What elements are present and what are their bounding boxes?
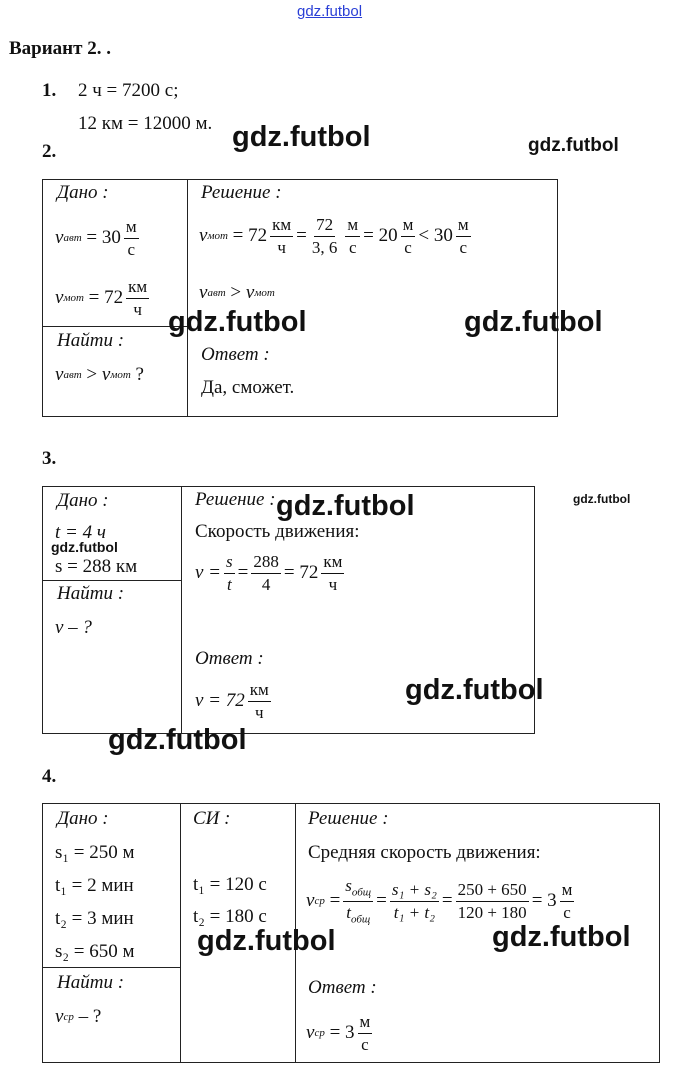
task2-given1-value: = 30 xyxy=(86,227,121,249)
unit-h: ч xyxy=(277,237,286,257)
task2-given-label: Дано : xyxy=(57,182,109,203)
task1-number: 1. xyxy=(42,80,57,101)
task4-answer-label: Ответ : xyxy=(308,977,377,998)
s-total: s xyxy=(345,876,352,895)
task2-solution-formula: v мот = 72 $\frac{км}{ч}$ = $\frac{72}{3, 6}$ $\frac{м}{с}$ = 20 $\frac{м}{с}$ < 30 $\frac{м}{с}$ xyxy=(199,215,469,257)
unit-m: м xyxy=(560,881,575,902)
unit-h: ч xyxy=(255,702,264,722)
task2-find-label: Найти : xyxy=(57,330,125,351)
task2-solution-line2: v авт > v мот xyxy=(199,282,275,303)
unit-m: м xyxy=(345,216,360,237)
unit-h: ч xyxy=(133,299,142,319)
task4-s2: s₂ = 650 м xyxy=(55,941,135,962)
task4-t2: t₂ = 3 мин xyxy=(55,908,134,929)
sub-total: общ xyxy=(351,886,372,899)
watermark: gdz.futbol xyxy=(51,539,118,555)
unit-m: м xyxy=(456,216,471,237)
task2-given2-value: = 72 xyxy=(88,287,124,309)
task4-solution-formula: v ср = $\frac{s_{общ}}{t_{общ}}$ = $\frac{\text{s₁ + s₂}}{\text{t₁ + t₂}}$ = $\frac{250 + 650}{120 + 180}$ = 3 $\frac{м}{с}$ xyxy=(306,876,573,926)
sub-cp: ср xyxy=(63,1011,74,1023)
unit-m: м xyxy=(358,1013,373,1034)
task4-solution-text: Средняя скорость движения: xyxy=(308,842,541,863)
unit-s: с xyxy=(348,237,357,257)
num-s: 250 + 650 xyxy=(456,881,529,902)
answer-res: = 3 xyxy=(329,1022,355,1044)
sum-s: s₁ + s₂ xyxy=(390,881,439,902)
task3-solution-label: Решение : xyxy=(195,489,276,510)
task4-number: 4. xyxy=(42,766,57,787)
watermark: gdz.futbol xyxy=(573,492,631,506)
task3-find-text: v – ? xyxy=(55,617,92,638)
task4-divider-1 xyxy=(180,803,181,1062)
unit-km: км xyxy=(321,553,344,574)
watermark: gdz.futbol xyxy=(108,724,247,756)
task1-line2: 12 км = 12000 м. xyxy=(78,113,213,134)
frac-288: 288 xyxy=(251,553,281,574)
eq: = xyxy=(441,890,453,912)
sub-total: общ xyxy=(350,913,371,926)
task2-number: 2. xyxy=(42,141,57,162)
task4-si-t2: t₂ = 180 с xyxy=(193,906,267,927)
num-t: 120 + 180 xyxy=(457,902,527,922)
unit-km: км xyxy=(248,681,271,702)
watermark: gdz.futbol xyxy=(528,135,619,156)
watermark: gdz.futbol xyxy=(492,921,631,953)
sol-d: < 30 xyxy=(418,225,453,247)
task4-si-label: СИ : xyxy=(193,808,231,829)
sol-b: = xyxy=(296,225,307,247)
task3-given2: s = 288 км xyxy=(55,556,138,577)
task4-t1: t₁ = 2 мин xyxy=(55,875,134,896)
frac-36: 3, 6 xyxy=(311,237,338,257)
result: = 72 xyxy=(283,562,319,584)
watermark: gdz.futbol xyxy=(405,674,544,706)
eq: = xyxy=(376,890,387,912)
task2-find-text: v авт > v мот ? xyxy=(55,364,144,385)
page-title: Вариант 2. . xyxy=(9,38,111,59)
task2-given-vavt: v авт = 30 $\frac{м}{с}$ xyxy=(55,217,137,259)
task2-answer-text: Да, сможет. xyxy=(201,377,295,398)
task4-solution-label: Решение : xyxy=(308,808,389,829)
unit-m: м xyxy=(124,218,139,239)
task2-divider xyxy=(187,179,188,416)
frac-s: s xyxy=(224,553,235,574)
sol-c: = 20 xyxy=(363,225,398,247)
watermark: gdz.futbol xyxy=(232,121,371,153)
unit-s: с xyxy=(361,1034,369,1054)
sub-cp: ср xyxy=(314,895,325,908)
task4-find-label: Найти : xyxy=(57,972,125,993)
frac-t: t xyxy=(226,574,232,594)
sub-cp: ср xyxy=(314,1027,325,1040)
task3-divider-h xyxy=(42,580,182,581)
watermark: gdz.futbol xyxy=(464,306,603,338)
watermark: gdz.futbol xyxy=(276,490,415,522)
eq: = xyxy=(329,890,341,912)
unit-s: с xyxy=(404,237,412,257)
unit-h: ч xyxy=(328,574,338,594)
task4-given-label: Дано : xyxy=(57,808,109,829)
task3-divider xyxy=(181,486,182,733)
task2-answer-label: Ответ : xyxy=(201,344,270,365)
watermark: gdz.futbol xyxy=(168,306,307,338)
task2-find-q: ? xyxy=(135,364,144,385)
sol-gt: > xyxy=(230,282,242,303)
task3-solution-formula xyxy=(195,553,347,594)
task4-find-text: v ср – ? xyxy=(55,1006,102,1027)
task4-s1: s₁ = 250 м xyxy=(55,842,135,863)
task3-solution-text: Скорость движения: xyxy=(195,521,360,542)
task1-line1: 2 ч = 7200 с; xyxy=(78,80,179,101)
result: = 3 xyxy=(531,890,557,912)
unit-m: м xyxy=(401,216,416,237)
frac-72: 72 xyxy=(314,216,335,237)
t-total: t xyxy=(346,902,351,922)
task2-given-vmot: v мот = 72 $\frac{км}{ч}$ xyxy=(55,277,148,319)
task3-given-label: Дано : xyxy=(57,490,109,511)
formula-v: v = xyxy=(195,562,222,584)
task4-divider-h xyxy=(42,967,181,968)
task3-given1: t = 4 ч xyxy=(55,522,106,543)
unit-km: км xyxy=(126,278,149,299)
task4-si-t1: t₁ = 120 с xyxy=(193,874,267,895)
unit-s: с xyxy=(459,237,467,257)
unit-s: с xyxy=(563,902,571,922)
sum-t: t₁ + t₂ xyxy=(393,902,435,922)
task2-divider-h xyxy=(42,326,188,327)
task3-number: 3. xyxy=(42,448,57,469)
task2-solution-label: Решение : xyxy=(201,182,282,203)
task3-find-label: Найти : xyxy=(57,583,125,604)
watermark: gdz.futbol xyxy=(197,925,336,957)
answer-v: v = 72 xyxy=(195,690,245,712)
frac-4: 4 xyxy=(261,574,271,594)
sol-a: = 72 xyxy=(232,225,268,247)
task4-answer: v ср = 3 $\frac{м}{с}$ xyxy=(306,1012,371,1054)
task3-answer xyxy=(195,681,274,722)
unit-s: с xyxy=(127,239,136,259)
unit-km: км xyxy=(270,216,293,237)
eq: = xyxy=(237,562,249,584)
watermark-link[interactable]: gdz.futbol xyxy=(297,3,363,20)
task3-answer-label: Ответ : xyxy=(195,648,264,669)
find-q: – ? xyxy=(78,1006,102,1027)
